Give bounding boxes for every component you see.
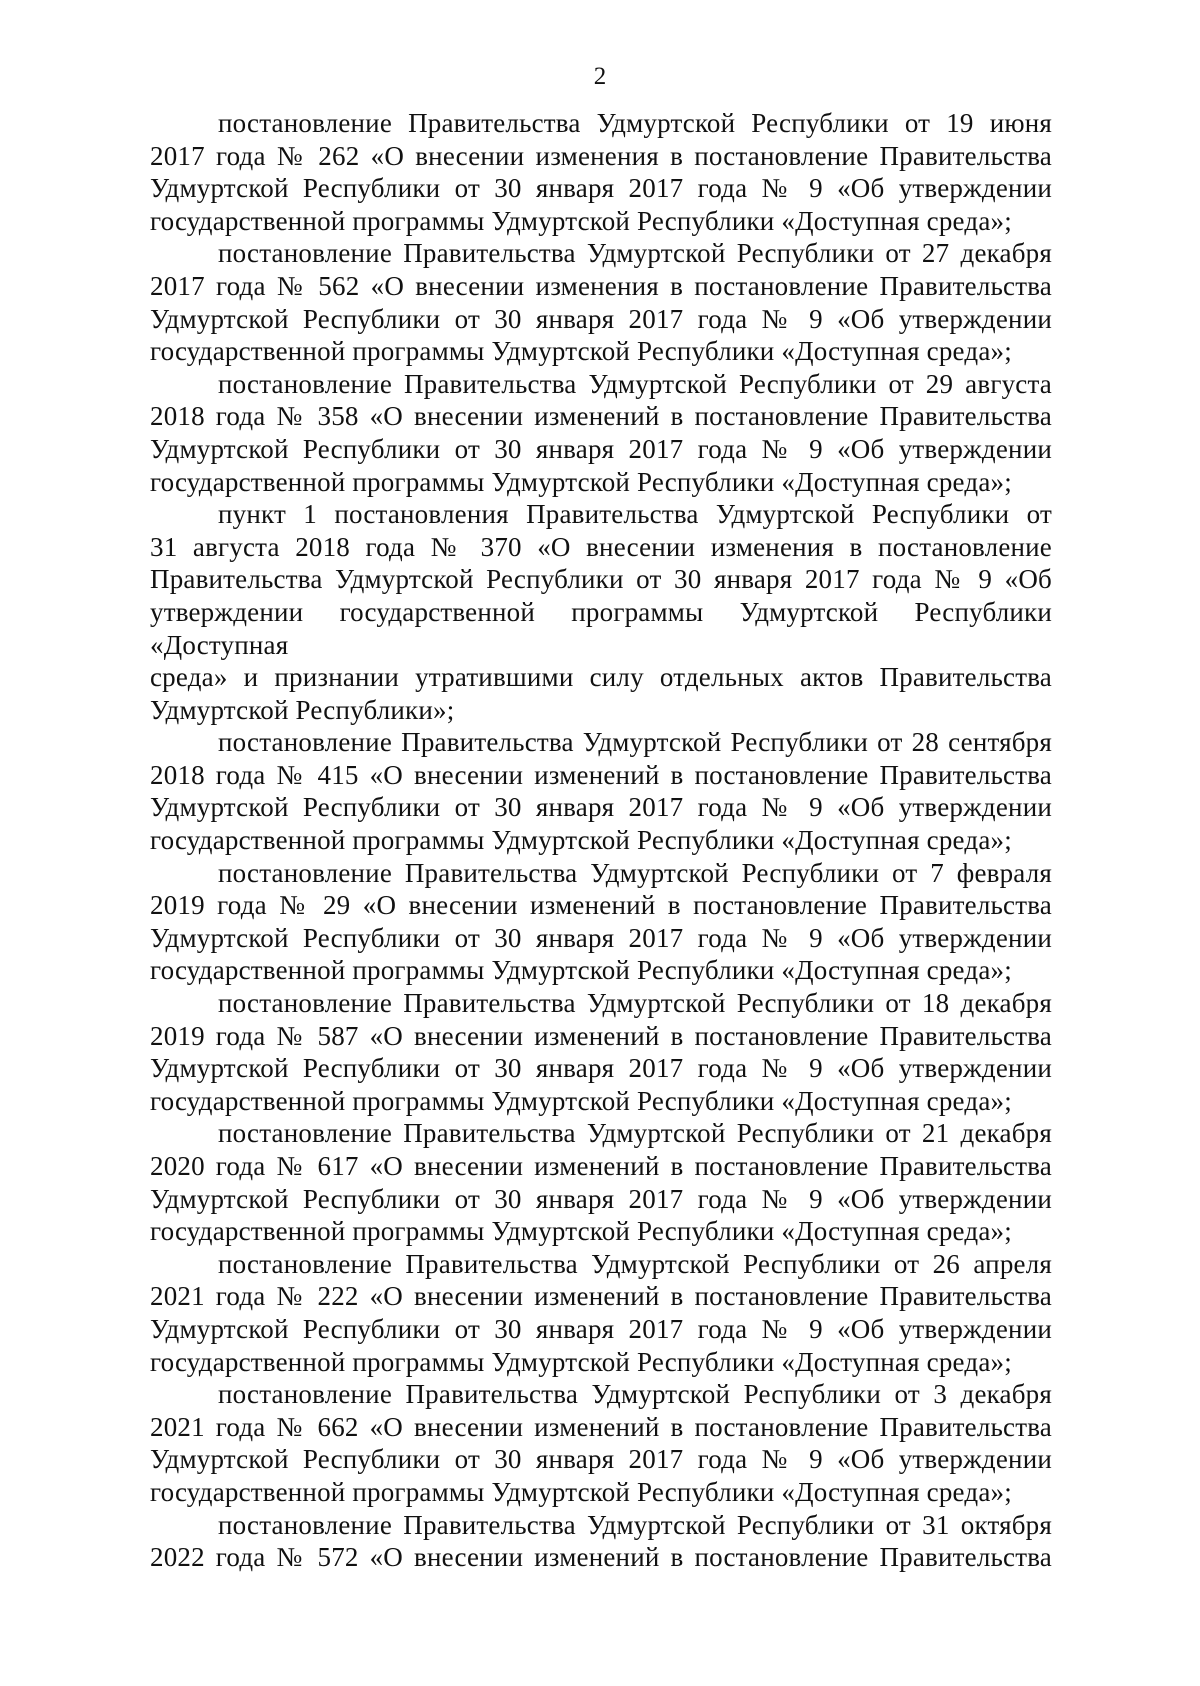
text-line: среда» и признании утратившими силу отдельных актов Правительства: [150, 662, 1052, 693]
text-line: Правительства Удмуртской Республики от 30 января 2017 года № 9 «Об: [150, 564, 1052, 595]
text-line: Удмуртской Республики от 30 января 2017 года № 9 «Об утверждении: [150, 1053, 1052, 1084]
text-line: Удмуртской Республики»;: [150, 694, 455, 725]
paragraph: [150, 237, 1052, 367]
text-line: Удмуртской Республики от 30 января 2017 года № 9 «Об утверждении: [150, 1444, 1052, 1475]
text-line: пункт 1 постановления Правительства Удмуртской Республики от: [218, 499, 1052, 530]
text-line: 2018 года № 358 «О внесении изменений в постановление Правительства: [150, 401, 1052, 432]
text-line: 2018 года № 415 «О внесении изменений в постановление Правительства: [150, 759, 1052, 790]
paragraph: [150, 987, 1052, 1117]
paragraph: [150, 1378, 1052, 1508]
text-line: Удмуртской Республики от 30 января 2017 года № 9 «Об утверждении: [150, 922, 1052, 953]
text-line: утверждении государственной программы Удмуртской Республики «Доступная: [150, 596, 1052, 660]
text-line: государственной программы Удмуртской Республики «Доступная среда»;: [150, 955, 1012, 986]
paragraph: [150, 107, 1052, 237]
text-line: государственной программы Удмуртской Республики «Доступная среда»;: [150, 1346, 1012, 1377]
text-line: государственной программы Удмуртской Республики «Доступная среда»;: [150, 1476, 1012, 1507]
text-line: 2021 года № 662 «О внесении изменений в постановление Правительства: [150, 1411, 1052, 1442]
text-line: государственной программы Удмуртской Республики «Доступная среда»;: [150, 336, 1012, 367]
paragraph: [150, 1117, 1052, 1247]
text-line: постановление Правительства Удмуртской Республики от 31 октября: [218, 1509, 1052, 1540]
text-line: постановление Правительства Удмуртской Республики от 27 декабря: [218, 238, 1052, 269]
text-line: 2022 года № 572 «О внесении изменений в постановление Правительства: [150, 1542, 1052, 1573]
paragraph: [150, 857, 1052, 987]
text-line: постановление Правительства Удмуртской Республики от 19 июня: [218, 108, 1052, 138]
paragraph: [150, 1509, 1052, 1574]
text-line: 2017 года № 262 «О внесении изменения в постановление Правительства: [150, 140, 1052, 171]
text-line: государственной программы Удмуртской Республики «Доступная среда»;: [150, 205, 1012, 236]
text-line: государственной программы Удмуртской Республики «Доступная среда»;: [150, 1216, 1012, 1247]
text-line: 2019 года № 29 «О внесении изменений в постановление Правительства: [150, 890, 1052, 921]
page-number: 2: [593, 63, 607, 90]
text-line: Удмуртской Республики от 30 января 2017 года № 9 «Об утверждении: [150, 433, 1052, 464]
text-line: государственной программы Удмуртской Республики «Доступная среда»;: [150, 466, 1012, 497]
text-line: постановление Правительства Удмуртской Республики от 18 декабря: [218, 988, 1052, 1019]
text-line: 2019 года № 587 «О внесении изменений в постановление Правительства: [150, 1020, 1052, 1051]
text-line: постановление Правительства Удмуртской Республики от 21 декабря: [218, 1118, 1052, 1149]
text-line: постановление Правительства Удмуртской Республики от 26 апреля: [218, 1248, 1052, 1279]
text-line: 31 августа 2018 года № 370 «О внесении изменения в постановление: [150, 531, 1052, 562]
text-line: Удмуртской Республики от 30 января 2017 года № 9 «Об утверждении: [150, 173, 1052, 204]
text-line: государственной программы Удмуртской Республики «Доступная среда»;: [150, 1085, 1012, 1116]
document-body: [150, 107, 1052, 1574]
text-line: Удмуртской Республики от 30 января 2017 года № 9 «Об утверждении: [150, 792, 1052, 823]
text-line: Удмуртской Республики от 30 января 2017 года № 9 «Об утверждении: [150, 1183, 1052, 1214]
paragraph: [150, 1248, 1052, 1378]
paragraph: [150, 726, 1052, 856]
paragraph: [150, 498, 1052, 726]
text-line: Удмуртской Республики от 30 января 2017 года № 9 «Об утверждении: [150, 303, 1052, 334]
text-line: 2021 года № 222 «О внесении изменений в постановление Правительства: [150, 1281, 1052, 1312]
text-line: государственной программы Удмуртской Республики «Доступная среда»;: [150, 825, 1012, 856]
text-line: постановление Правительства Удмуртской Республики от 28 сентября: [218, 727, 1052, 758]
text-line: 2020 года № 617 «О внесении изменений в постановление Правительства: [150, 1151, 1052, 1181]
text-line: постановление Правительства Удмуртской Республики от 29 августа: [218, 368, 1052, 399]
text-line: постановление Правительства Удмуртской Республики от 7 февраля: [218, 857, 1052, 888]
paragraph: [150, 368, 1052, 498]
text-line: Удмуртской Республики от 30 января 2017 года № 9 «Об утверждении: [150, 1313, 1052, 1344]
text-line: постановление Правительства Удмуртской Республики от 3 декабря: [218, 1379, 1052, 1410]
text-line: 2017 года № 562 «О внесении изменения в постановление Правительства: [150, 270, 1052, 301]
